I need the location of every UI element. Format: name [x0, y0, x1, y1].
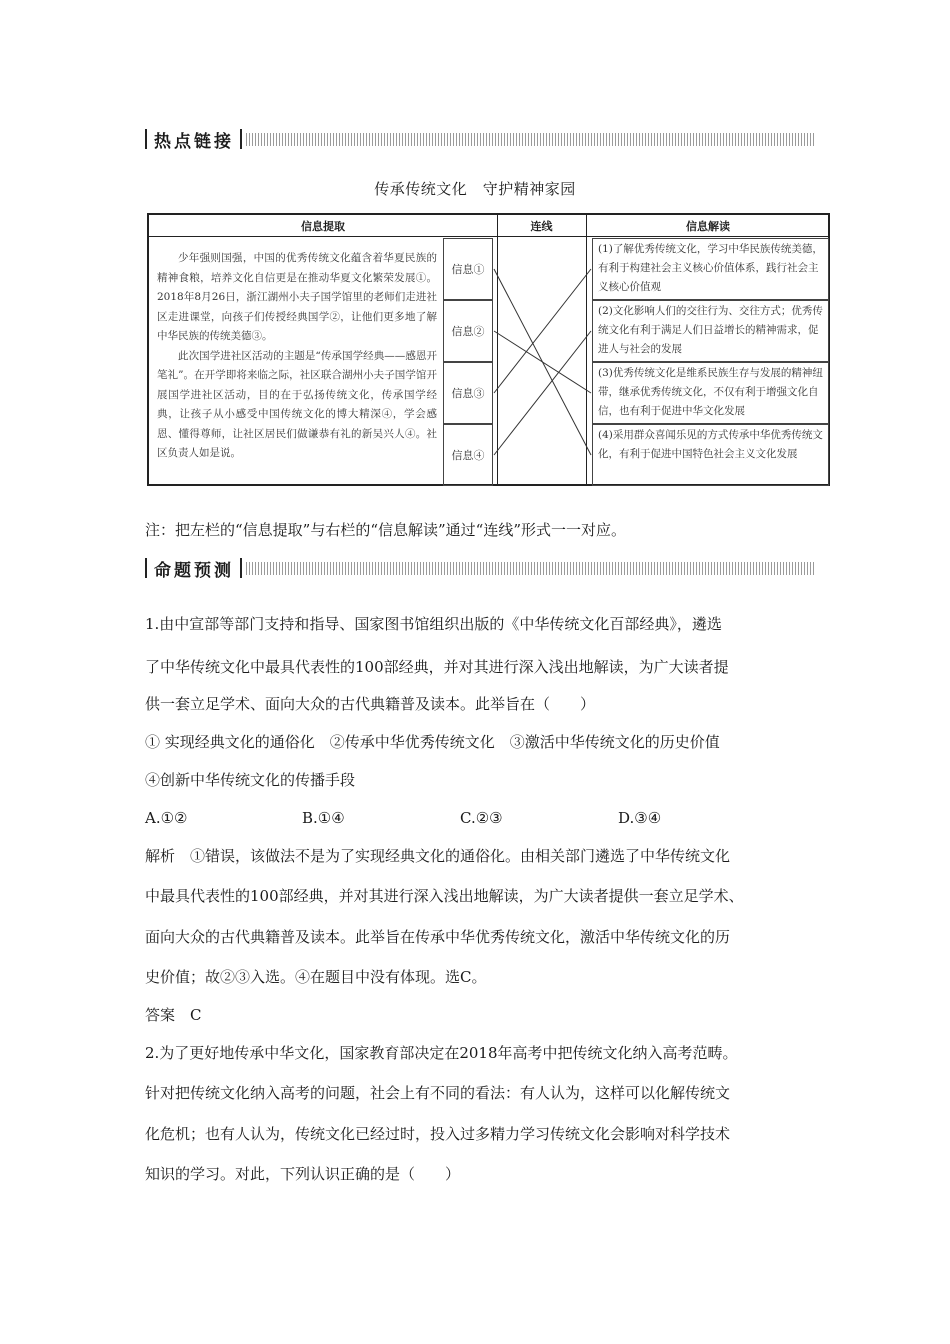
info-label-1: 信息①	[443, 238, 493, 300]
prediction-section-header	[145, 556, 815, 580]
passage-paragraph: 此次国学进社区活动的主题是“传承国学经典——感恩开笔礼”。在开学即将来临之际，社区联合湖州小夫子国学馆开展国学进社区活动，目的在于弘扬传统文化，传承国学经典，让孩子从小感受中国传统文化的博大精深④，学会感恩、懂得尊师，让社区居民们做谦恭有礼的新吴兴人④。社区负责人如是说。	[157, 349, 437, 459]
q1-analysis-line: 解析 ①错误，该做法不是为了实现经典文化的通俗化。由相关部门遴选了中华传统文化	[145, 847, 731, 865]
header-connect: 连线	[497, 215, 586, 237]
connect-line-3-1	[494, 269, 591, 393]
hot-section-label: 热点链接	[154, 131, 234, 152]
interpretation-2: (2)文化影响人们的交往行为、交往方式；优秀传统文化有利于满足人们日益增长的精神需求，促进人与社会的发展	[592, 300, 829, 362]
passage-paragraph: 少年强则国强，中国的优秀传统文化蕴含着华夏民族的精神食粮，培养文化自信更是在推动华夏文化繁荣发展①。2018年8月26日，浙江湖州小夫子国学馆里的老师们走进社区走进课堂，向孩子们传授经典国学②，让他们更多地了解中华民族的传统美德③。	[157, 252, 437, 342]
hot-section-header	[145, 127, 815, 151]
interpretation-4: (4)采用群众喜闻乐见的方式传承中华优秀传统文化，有利于促进中国特色社会主义文化发展	[592, 424, 829, 486]
q1-stem-line: 了中华传统文化中最具代表性的100部经典，并对其进行深入浅出地解读，为广大读者提	[145, 658, 729, 676]
q1-statement-4: ④创新中华传统文化的传播手段	[145, 771, 356, 789]
q1-answer: 答案 C	[145, 1006, 202, 1024]
q1-stem-line: 1.由中宣部等部门支持和指导、国家图书馆组织出版的《中华传统文化百部经典》，遴选	[145, 615, 722, 633]
q1-option-b: B.①④	[302, 809, 345, 827]
q1-analysis-line: 面向大众的古代典籍普及读本。此举旨在传承中华优秀传统文化，激活中华传统文化的历	[145, 928, 731, 946]
q1-stem-line: 供一套立足学术、面向大众的古代典籍普及读本。此举旨在（ ）	[145, 695, 596, 713]
header-hatch	[246, 562, 815, 575]
header-bar-right	[240, 558, 242, 578]
prediction-section-label: 命题预测	[154, 560, 234, 581]
connecting-lines	[149, 215, 828, 484]
matching-table	[147, 213, 830, 486]
header-bar-right	[240, 129, 242, 149]
interpretation-3: (3)优秀传统文化是维系民族生存与发展的精神纽带，继承优秀传统文化，不仅有利于增强文化自信，也有利于促进中华文化发展	[592, 362, 829, 424]
q2-stem-line: 化危机；也有人认为，传统文化已经过时，投入过多精力学习传统文化会影响对科学技术	[145, 1125, 731, 1143]
note: 注：把左栏的“信息提取”与右栏的“信息解读”通过“连线”形式一一对应。	[145, 521, 627, 539]
q2-stem-line: 知识的学习。对此，下列认识正确的是（ ）	[145, 1165, 461, 1183]
connect-line-2-3	[494, 331, 591, 393]
q1-option-c: C.②③	[460, 809, 503, 827]
info-label-3: 信息③	[443, 362, 493, 424]
q2-stem-line: 针对把传统文化纳入高考的问题，社会上有不同的看法：有人认为，这样可以化解传统文	[145, 1084, 731, 1102]
hot-title: 传承传统文化 守护精神家园	[374, 180, 576, 198]
q1-statements: ① 实现经典文化的通俗化 ②传承中华优秀传统文化 ③激活中华传统文化的历史价值	[145, 733, 720, 751]
header-hatch	[246, 133, 815, 146]
q1-analysis-line: 史价值；故②③入选。④在题目中没有体现。选C。	[145, 968, 487, 986]
header-info-interpret: 信息解读	[586, 215, 830, 237]
info-label-4: 信息④	[443, 424, 493, 486]
header-info-extract: 信息提取	[149, 215, 497, 237]
q1-option-a: A.①②	[145, 809, 188, 827]
q1-analysis-line: 中最具代表性的100部经典，并对其进行深入浅出地解读，为广大读者提供一套立足学术、	[145, 887, 744, 905]
info-label-2: 信息②	[443, 300, 493, 362]
interpretation-1: (1)了解优秀传统文化，学习中华民族传统美德，有利于构建社会主义核心价值体系，践行社会主义核心价值观	[592, 238, 829, 300]
connect-line-4-2	[494, 331, 591, 455]
q2-stem-line: 2.为了更好地传承中华文化，国家教育部决定在2018年高考中把传统文化纳入高考范畴。	[145, 1044, 738, 1062]
q1-option-d: D.③④	[618, 809, 662, 827]
